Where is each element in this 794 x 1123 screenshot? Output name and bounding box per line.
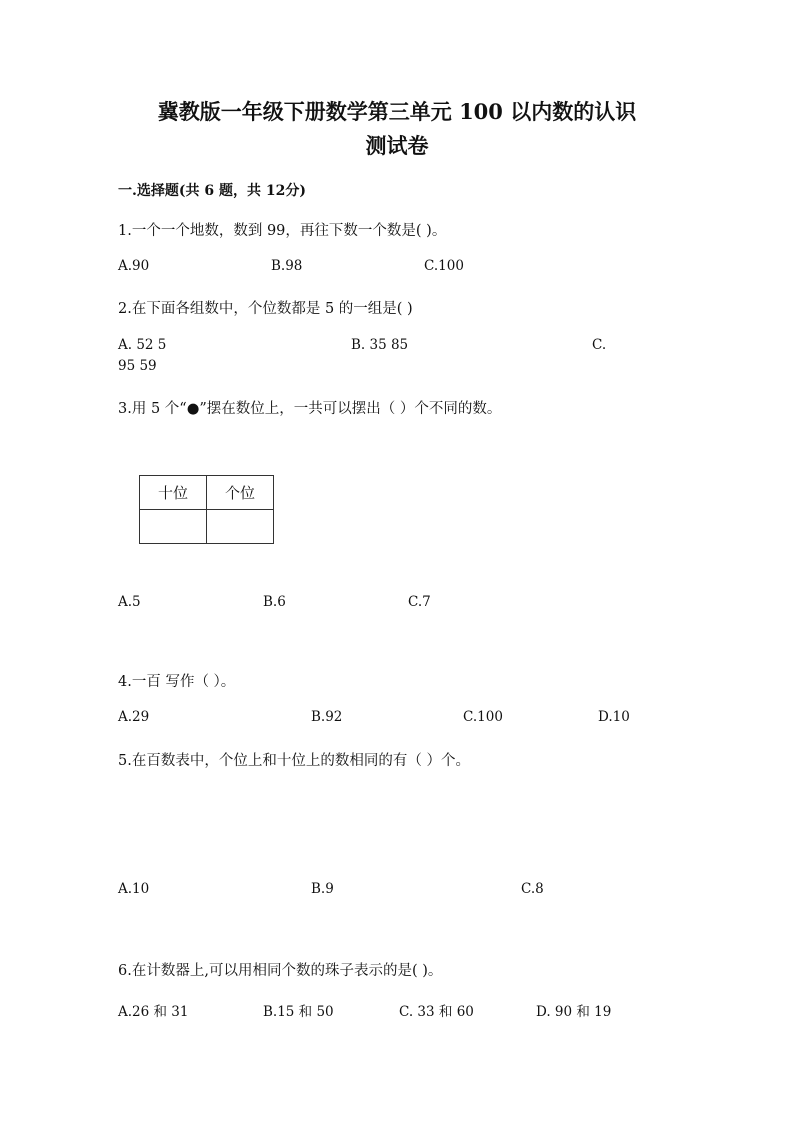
place-value-table [139,475,274,544]
page-title-line2: 测试卷 [365,133,429,158]
question-1-stem: 1.一个一个地数，数到 99，再往下数一个数是( )。 [118,223,447,239]
question-2-option-c: C. [592,337,607,353]
question-3-stem: 3.用 5 个“●”摆在数位上，一共可以摆出（ ）个不同的数。 [118,401,502,417]
question-3-option-b: B.6 [263,594,286,610]
header-tens: 十位 [140,476,207,510]
question-3-option-a: A.5 [118,594,141,610]
page-title-line1: 冀教版一年级下册数学第三单元 100 以内数的认识 [157,99,637,124]
question-5-option-c: C.8 [521,881,544,897]
question-6-option-d: D. 90 和 19 [536,1004,612,1020]
question-3-option-c: C.7 [408,594,431,610]
question-4-option-d: D.10 [598,709,630,725]
question-6-option-b: B.15 和 50 [263,1004,334,1020]
question-1-option-b: B.98 [271,258,303,274]
question-6-stem: 6.在计数器上,可以用相同个数的珠子表示的是( )。 [118,963,443,979]
question-4-stem: 4.一百 写作（ ）。 [118,674,236,690]
cell-tens-blank [140,510,207,544]
question-4-option-b: B.92 [311,709,343,725]
question-2-option-a: A. 52 5 [118,337,167,353]
question-1-option-a: A.90 [118,258,150,274]
question-6-option-c: C. 33 和 60 [399,1004,474,1020]
question-5-option-a: A.10 [118,881,150,897]
question-2-stem: 2.在下面各组数中，个位数都是 5 的一组是( ) [118,301,413,317]
table-header-row [140,476,274,510]
cell-ones-blank [207,510,274,544]
question-5-option-b: B.9 [311,881,334,897]
question-4-option-c: C.100 [463,709,503,725]
question-4-option-a: A.29 [118,709,150,725]
header-ones: 个位 [207,476,274,510]
question-1-option-c: C.100 [424,258,464,274]
section-heading: 一.选择题(共 6 题，共 12分) [118,183,306,199]
question-6-option-a: A.26 和 31 [118,1004,189,1020]
question-5-stem: 5.在百数表中，个位上和十位上的数相同的有（ ）个。 [118,753,470,769]
table-row [140,510,274,544]
question-2-option-b: B. 35 85 [351,337,409,353]
question-2-option-c-continued: 95 59 [118,358,157,374]
